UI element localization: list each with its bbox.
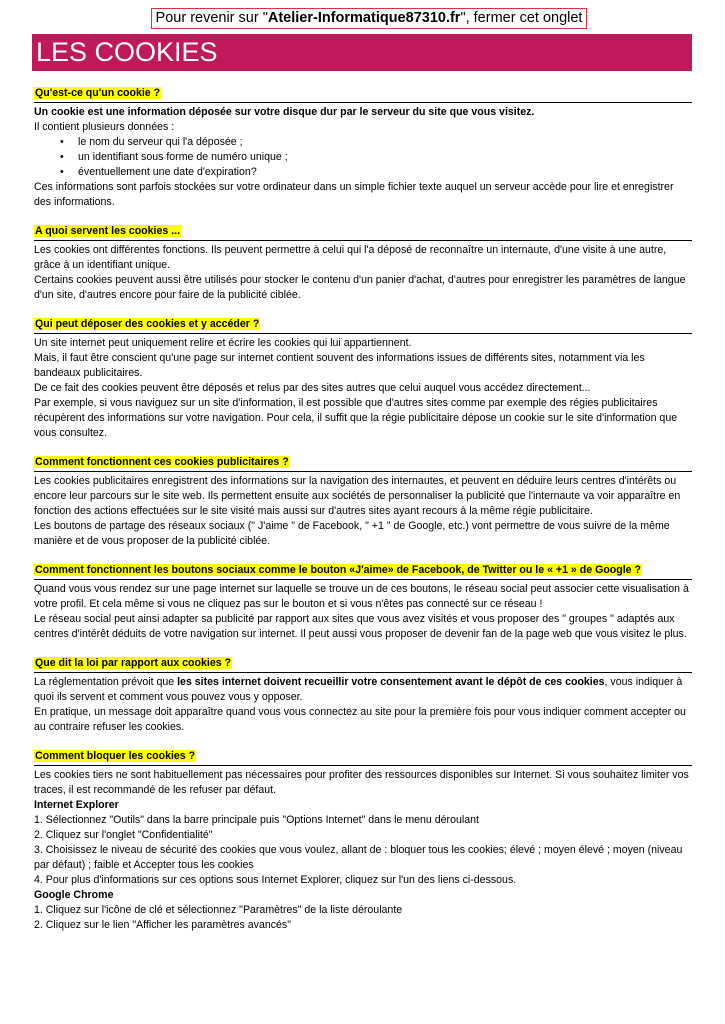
section-law — [34, 656, 692, 735]
return-notice-prefix: Pour revenir sur " — [155, 10, 268, 26]
list-item: • éventuellement une date d'expiration? — [78, 165, 692, 180]
paragraph: Les cookies publicitaires enregistrent des informations sur la navigation des internautes, et peuvent en déduire leurs centres d'intérêts ou encore leur parcours sur le site web. Ils permettent ensuite aux sociétés de personnaliser la publicité que l'internaute va voir apparaître en fonction des actions effectuées sur le site visité mais aussi sur d'autres sites ayant recours à la même régie publicitaire. — [34, 475, 681, 517]
paragraph: Certains cookies peuvent aussi être utilisés pour stocker le contenu d'un panier d'achat, d'autres pour enregistrer les paramètres de langue d'un site, d'autres encore pour faire de la publicité ciblée. — [34, 274, 686, 301]
step: 2. Cliquez sur le lien "Afficher les paramètres avancés" — [34, 919, 291, 931]
section-ad-cookies — [34, 455, 692, 549]
list-item: • un identifiant sous forme de numéro unique ; — [78, 150, 692, 165]
lead-text: Un cookie est une information déposée sur votre disque dur par le serveur du site que vous visitez. — [34, 106, 535, 118]
step: 1. Sélectionnez "Outils" dans la barre principale puis "Options Internet" dans le menu déroulant — [34, 814, 479, 826]
paragraph: Mais, il faut être conscient qu'une page sur internet contient souvent des informations issues de différents sites, notamment via les bandeaux publicitaires. — [34, 352, 645, 379]
section-heading: Qu'est-ce qu'un cookie ? — [34, 86, 692, 103]
step: 1. Cliquez sur l'icône de clé et sélectionnez "Paramètres" de la liste déroulante — [34, 904, 403, 916]
paragraph: Il contient plusieurs données : — [34, 121, 175, 133]
section-heading: A quoi servent les cookies ... — [34, 224, 692, 241]
paragraph: De ce fait des cookies peuvent être déposés et relus par des sites autres que celui auquel vous accédez directement... — [34, 382, 591, 394]
section-block-cookies — [34, 749, 692, 933]
section-heading: Comment bloquer les cookies ? — [34, 749, 692, 766]
paragraph: En pratique, un message doit apparaître quand vous vous connectez au site pour la première fois pour vous indiquer comment accepter ou au contraire refuser les cookies. — [34, 706, 686, 733]
section-heading: Comment fonctionnent ces cookies publicitaires ? — [34, 455, 692, 472]
return-notice-site: Atelier-Informatique87310.fr — [267, 10, 461, 26]
paragraph: Ces informations sont parfois stockées sur votre ordinateur dans un simple fichier texte auquel un serveur accède pour lire et enregistrer des informations. — [34, 181, 674, 208]
section-heading: Comment fonctionnent les boutons sociaux comme le bouton «J'aime» de Facebook, de Twitter ou le « +1 » de Google ? — [34, 563, 692, 580]
list-item: • le nom du serveur qui l'a déposée ; — [78, 135, 692, 150]
document-body — [34, 86, 692, 947]
paragraph: Le réseau social peut ainsi adapter sa publicité par rapport aux sites que vous avez visités et vous proposer des " groupes " adaptés aux centres d'intérêt déduits de votre navigation sur internet. Il peut aussi vous proposer de devenir fan de la page web que vous visitez le plus. — [34, 613, 687, 640]
paragraph: Les cookies tiers ne sont habituellement pas nécessaires pour profiter des ressources disponibles sur Internet. Si vous souhaitez limiter vos traces, il est recommandé de les refuser par défaut. — [34, 769, 689, 796]
step: 4. Pour plus d'informations sur ces options sous Internet Explorer, cliquez sur l'un des liens ci-dessous. — [34, 874, 517, 886]
section-what-is-cookie — [34, 86, 692, 210]
data-list — [34, 135, 692, 180]
section-heading: Que dit la loi par rapport aux cookies ? — [34, 656, 692, 673]
section-heading: Qui peut déposer des cookies et y accéder ? — [34, 317, 692, 334]
browser-title-chrome: Google Chrome — [34, 889, 114, 901]
return-notice-suffix: ", fermer cet onglet — [460, 10, 583, 26]
paragraph: Quand vous vous rendez sur une page internet sur laquelle se trouve un de ces boutons, le réseau social peut associer cette visualisation à votre profil. Et cela même si vous ne cliquez pas sur le bouton et si vous n'êtes pas connecté sur ce réseau ! — [34, 583, 689, 610]
section-purpose — [34, 224, 692, 303]
paragraph: La réglementation prévoit que les sites internet doivent recueillir votre consentement avant le dépôt de ces cookies, vous indiquer à quoi ils servent et comment vous pouvez vous y opposer. — [34, 676, 683, 703]
paragraph: Les boutons de partage des réseaux sociaux (" J'aime " de Facebook, " +1 " de Google, etc.) vont permettre de vous suivre de la même manière et de vous proposer de la publicité ciblée. — [34, 520, 670, 547]
section-who-can-access — [34, 317, 692, 441]
return-notice-box — [151, 8, 587, 29]
page-title: LES COOKIES — [32, 34, 692, 71]
step: 2. Cliquez sur l'onglet "Confidentialité" — [34, 829, 213, 841]
paragraph: Un site internet peut uniquement relire et écrire les cookies qui lui appartiennent. — [34, 337, 412, 349]
section-social-buttons — [34, 563, 692, 642]
step: 3. Choisissez le niveau de sécurité des cookies que vous voulez, allant de : bloquer tous les cookies; élevé ; moyen élevé ; moyen (niveau par défaut) ; faible et Accepter tous les cookies — [34, 844, 683, 871]
paragraph: Par exemple, si vous naviguez sur un site d'information, il est possible que d'autres sites comme par exemple des régies publicitaires récupèrent des informations sur votre navigation. Pour cela, il suffit que la régie publicitaire dépose un cookie sur le site d'information que vous consultez. — [34, 397, 678, 439]
browser-title-ie: Internet Explorer — [34, 799, 119, 811]
paragraph: Les cookies ont différentes fonctions. Ils peuvent permettre à celui qui l'a déposé de reconnaître un internaute, d'une visite à une autre, grâce à un identifiant unique. — [34, 244, 667, 271]
